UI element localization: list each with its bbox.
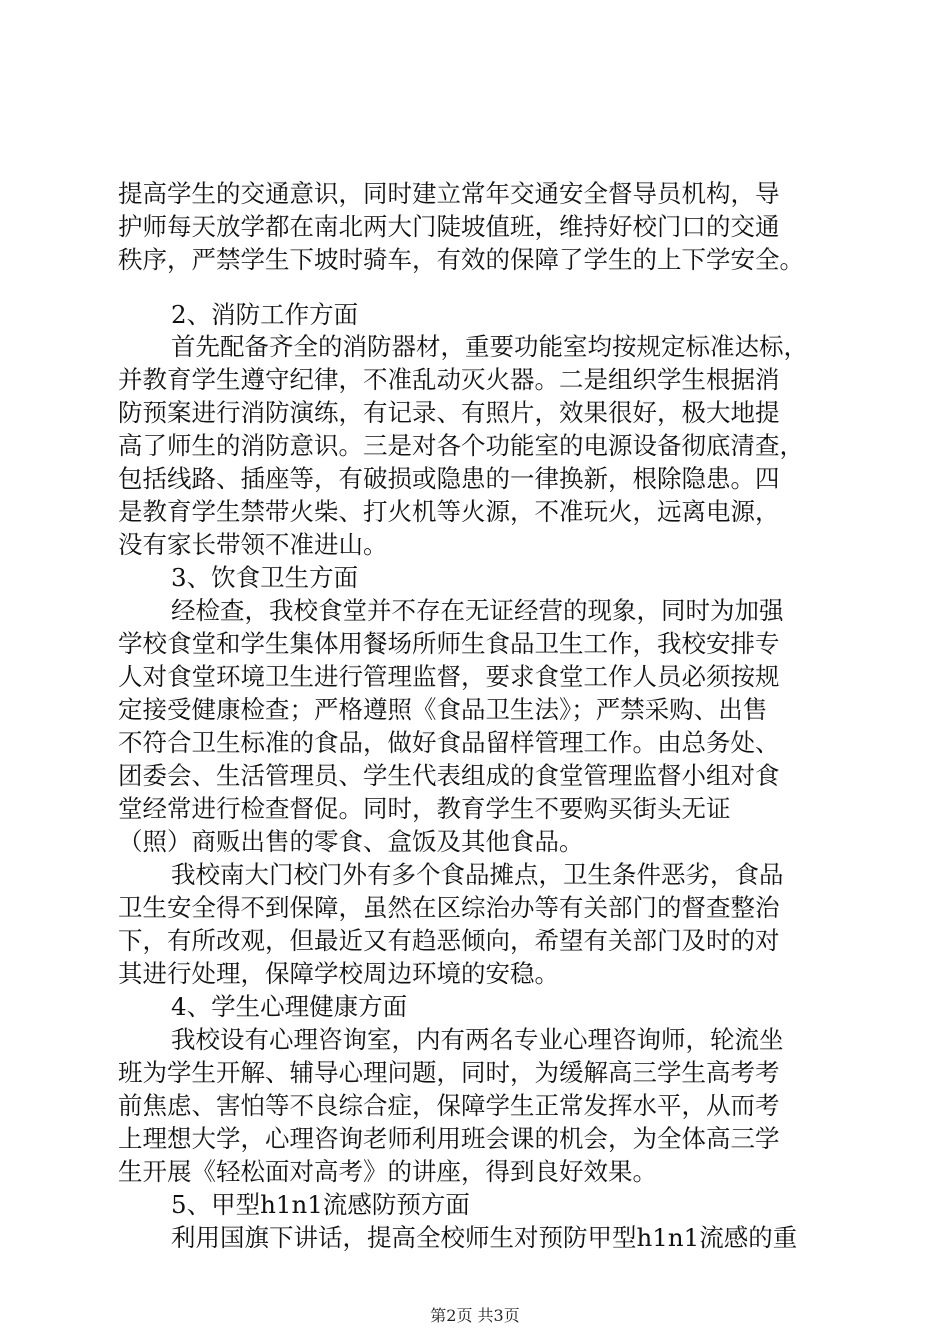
paragraph-line: （照）商贩出售的零食、盒饭及其他食品。 xyxy=(118,827,584,856)
paragraph-line: 下，有所改观，但最近又有趋恶倾向，希望有关部门及时的对 xyxy=(118,926,780,955)
paragraph-line: 我校南大门校门外有多个食品摊点，卫生条件恶劣，食品 xyxy=(171,860,784,889)
paragraph-line: 我校设有心理咨询室，内有两名专业心理咨询师，轮流坐 xyxy=(171,1025,784,1054)
paragraph-line: 并教育学生遵守纪律，不准乱动灭火器。二是组织学生根据消 xyxy=(118,365,780,394)
section-heading-mental-health: 4、学生心理健康方面 xyxy=(171,992,408,1021)
paragraph-line: 经检查，我校食堂并不存在无证经营的现象，同时为加强 xyxy=(171,596,784,625)
paragraph-line: 护师每天放学都在南北两大门陡坡值班，维持好校门口的交通 xyxy=(118,212,780,241)
paragraph-line: 团委会、生活管理员、学生代表组成的食堂管理监督小组对食 xyxy=(118,761,780,790)
page-indicator: 第2页 共3页 xyxy=(430,1306,520,1325)
paragraph-line: 防预案进行消防演练，有记录、有照片，效果很好，极大地提 xyxy=(118,398,780,427)
paragraph-line: 定接受健康检查；严格遵照《食品卫生法》；严禁采购、出售 xyxy=(118,695,768,724)
paragraph-line: 其进行处理，保障学校周边环境的安稳。 xyxy=(118,959,559,988)
paragraph-line: 首先配备齐全的消防器材，重要功能室均按规定标准达标， xyxy=(171,332,808,361)
paragraph-line: 包括线路、插座等，有破损或隐患的一律换新，根除隐患。四 xyxy=(118,464,780,493)
paragraph-line: 生开展《轻松面对高考》的讲座，得到良好效果。 xyxy=(118,1157,657,1186)
paragraph-line: 卫生安全得不到保障，虽然在区综治办等有关部门的督查整治 xyxy=(118,893,780,922)
paragraph-line: 是教育学生禁带火柴、打火机等火源，不准玩火，远离电源， xyxy=(118,497,780,526)
section-heading-h1n1: 5、甲型h1n1流感防预方面 xyxy=(171,1190,470,1219)
paragraph-line: 秩序，严禁学生下坡时骑车，有效的保障了学生的上下学安全。 xyxy=(118,245,804,274)
paragraph-line: 前焦虑、害怕等不良综合症，保障学生正常发挥水平，从而考 xyxy=(118,1091,780,1120)
paragraph-line: 高了师生的消防意识。三是对各个功能室的电源设备彻底清查， xyxy=(118,431,804,460)
paragraph-line: 提高学生的交通意识，同时建立常年交通安全督导员机构，导 xyxy=(118,179,780,208)
paragraph-line: 上理想大学，心理咨询老师利用班会课的机会，为全体高三学 xyxy=(118,1124,780,1153)
paragraph-line: 没有家长带领不准进山。 xyxy=(118,530,388,559)
paragraph-line: 学校食堂和学生集体用餐场所师生食品卫生工作，我校安排专 xyxy=(118,629,780,658)
paragraph-line: 人对食堂环境卫生进行管理监督，要求食堂工作人员必须按规 xyxy=(118,662,780,691)
paragraph-line: 不符合卫生标准的食品，做好食品留样管理工作。由总务处、 xyxy=(118,728,780,757)
section-heading-food: 3、饮食卫生方面 xyxy=(171,563,359,592)
paragraph-line: 堂经常进行检查督促。同时，教育学生不要购买街头无证 xyxy=(118,794,731,823)
paragraph-line: 班为学生开解、辅导心理问题，同时，为缓解高三学生高考考 xyxy=(118,1058,780,1087)
section-heading-fire: 2、消防工作方面 xyxy=(171,300,359,329)
paragraph-line: 利用国旗下讲话，提高全校师生对预防甲型h1n1流感的重 xyxy=(171,1223,798,1252)
